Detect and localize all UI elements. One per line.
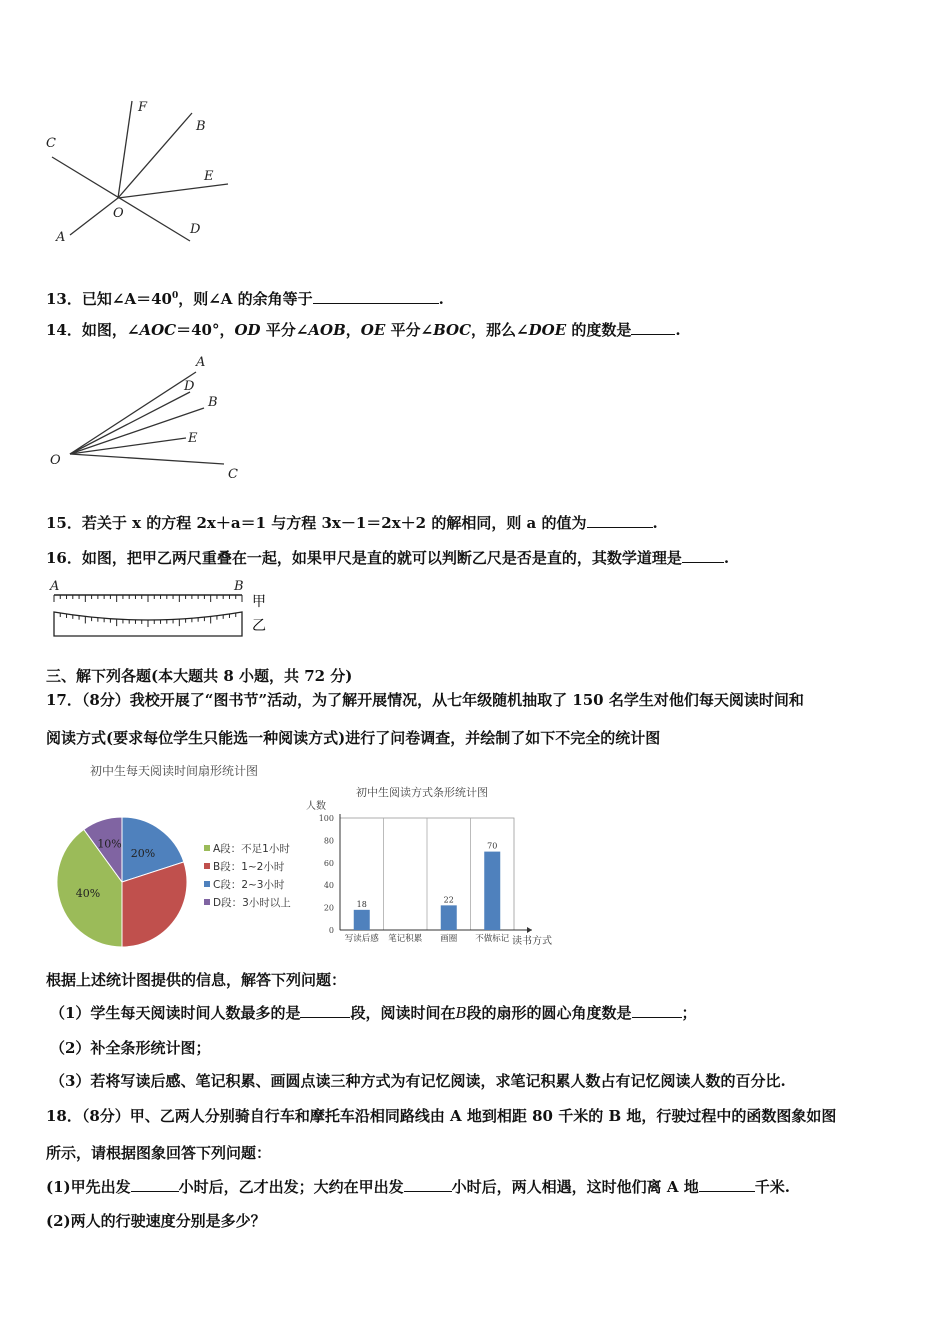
legend-swatch xyxy=(204,899,210,905)
ray-ob xyxy=(70,408,204,454)
bar-chart-title: 初中生阅读方式条形统计图 xyxy=(356,786,488,799)
ray-oa xyxy=(70,372,196,454)
bar xyxy=(441,905,457,930)
label-c: C xyxy=(228,467,238,482)
question-14: 14．如图，∠AOC＝40°，OD 平分∠AOB，OE 平分∠BOC，那么∠DOE 的度数是 . xyxy=(46,321,681,339)
y-tick-label: 60 xyxy=(323,858,334,868)
label-f: F xyxy=(138,100,148,115)
ray-oc xyxy=(70,454,224,464)
ray-oa xyxy=(70,198,118,235)
y-tick-label: 40 xyxy=(323,881,334,891)
legend-label: B段：1~2小时 xyxy=(213,861,285,873)
label-d: D xyxy=(184,379,195,394)
legend-swatch xyxy=(204,881,210,887)
line-cd xyxy=(52,157,190,241)
label-d: D xyxy=(190,222,201,237)
answer-blank[interactable] xyxy=(300,1003,350,1018)
answer-blank[interactable] xyxy=(131,1177,179,1192)
label-e: E xyxy=(204,169,214,184)
answer-blank[interactable] xyxy=(313,289,439,304)
question-17-part1: （1）学生每天阅读时间人数最多的是 段，阅读时间在B段的扇形的圆心角度数是 ； xyxy=(50,1004,697,1022)
question-15: 15．若关于 x 的方程 2x＋a＝1 与方程 3x－1＝2x＋2 的解相同，则 a 的值为 . xyxy=(46,514,658,532)
label-b: B xyxy=(208,395,218,410)
label-yi: 乙 xyxy=(252,618,266,634)
question-13: 13．已知$\angle A=40^0$，则∠A 的余角等于 . xyxy=(46,290,444,308)
y-axis-label: 人数 xyxy=(306,801,326,812)
question-17-line1: 17．（8分）我校开展了“图书节”活动，为了解开展情况，从七年级随机抽取了 150 名学生对他们每天阅读时间和 xyxy=(46,691,804,709)
x-tick-label: 笔记积累 xyxy=(388,934,423,944)
pie-chart-title: 初中生每天阅读时间扇形统计图 xyxy=(90,764,259,778)
label-jia: 甲 xyxy=(252,594,266,610)
y-tick-label: 20 xyxy=(323,903,334,913)
question-18-line2: 所示，请根据图象回答下列问题： xyxy=(46,1144,272,1162)
ray-ob xyxy=(118,113,192,198)
label-b: B xyxy=(234,579,244,594)
ray-od xyxy=(70,392,190,454)
label-c: C xyxy=(46,136,56,151)
label-a: A xyxy=(196,355,206,370)
question-17-part3: （3）若将写读后感、笔记积累、画圆点读三种方式为有记忆阅读，求笔记积累人数占有记忆阅读人数的百分比. xyxy=(50,1072,786,1090)
label-o: O xyxy=(50,453,61,468)
question-17-intro: 根据上述统计图提供的信息，解答下列问题： xyxy=(46,971,347,989)
label-o: O xyxy=(113,206,124,221)
answer-blank[interactable] xyxy=(587,513,653,528)
label-a: A xyxy=(50,579,60,594)
question-17-part2: （2）补全条形统计图； xyxy=(50,1039,211,1057)
ray-oe xyxy=(118,184,228,198)
bar-value-label: 22 xyxy=(443,895,454,905)
y-tick-label: 100 xyxy=(318,814,334,823)
x-axis-label: 读书方式 xyxy=(512,936,552,947)
question-17-line2: 阅读方式(要求每位学生只能选一种阅读方式)进行了问卷调查，并绘制了如下不完全的统计图 xyxy=(46,729,661,747)
ruler-figure xyxy=(44,578,284,644)
bar-value-label: 70 xyxy=(487,841,498,851)
section-title: 三、解下列各题(本大题共 8 小题，共 72 分) xyxy=(46,667,353,685)
question-18-line1: 18．（8分）甲、乙两人分别骑自行车和摩托车沿相同路线由 A 地到相距 80 千米的 B 地，行驶过程中的函数图象如图 xyxy=(46,1107,837,1125)
pie-chart xyxy=(50,812,320,952)
pie-slice-label: 40% xyxy=(75,887,101,901)
answer-blank[interactable] xyxy=(631,320,675,335)
y-tick-label: 80 xyxy=(323,836,334,846)
label-e: E xyxy=(188,431,198,446)
bar-chart xyxy=(300,780,570,952)
pie-slice-label: 10% xyxy=(97,837,122,851)
bar xyxy=(354,910,370,930)
legend-swatch xyxy=(204,863,210,869)
label-b: B xyxy=(196,119,206,134)
ray-oe xyxy=(70,438,186,454)
angle-figure-mid xyxy=(40,350,250,485)
bar-value-label: 18 xyxy=(356,899,367,909)
question-18-part2: (2)两人的行驶速度分别是多少？ xyxy=(46,1212,266,1230)
answer-blank[interactable] xyxy=(699,1177,755,1192)
x-axis-arrow xyxy=(527,927,532,933)
pie-slice-label: 20% xyxy=(130,847,156,861)
answer-blank[interactable] xyxy=(404,1177,452,1192)
answer-blank[interactable] xyxy=(632,1003,682,1018)
x-tick-label: 写读后感 xyxy=(344,934,379,944)
question-16: 16．如图，把甲乙两尺重叠在一起，如果甲尺是直的就可以判断乙尺是否是直的，其数学道理是 . xyxy=(46,549,730,567)
question-18-part1: (1)甲先出发 小时后，乙才出发；大约在甲出发 小时后，两人相遇，这时他们离 A 地 千米. xyxy=(46,1178,790,1196)
answer-blank[interactable] xyxy=(682,548,724,563)
bar xyxy=(484,852,500,930)
legend-label: C段：2~3小时 xyxy=(213,879,285,891)
y-tick-label: 0 xyxy=(328,926,334,935)
x-tick-label: 不做标记 xyxy=(475,934,510,944)
x-tick-label: 画圈 xyxy=(440,934,458,944)
angle-figure-top xyxy=(40,95,240,265)
label-a: A xyxy=(56,230,66,245)
legend-label: D段：3小时以上 xyxy=(213,897,291,909)
legend-swatch xyxy=(204,845,210,851)
legend-label: A段：不足1小时 xyxy=(213,843,290,855)
